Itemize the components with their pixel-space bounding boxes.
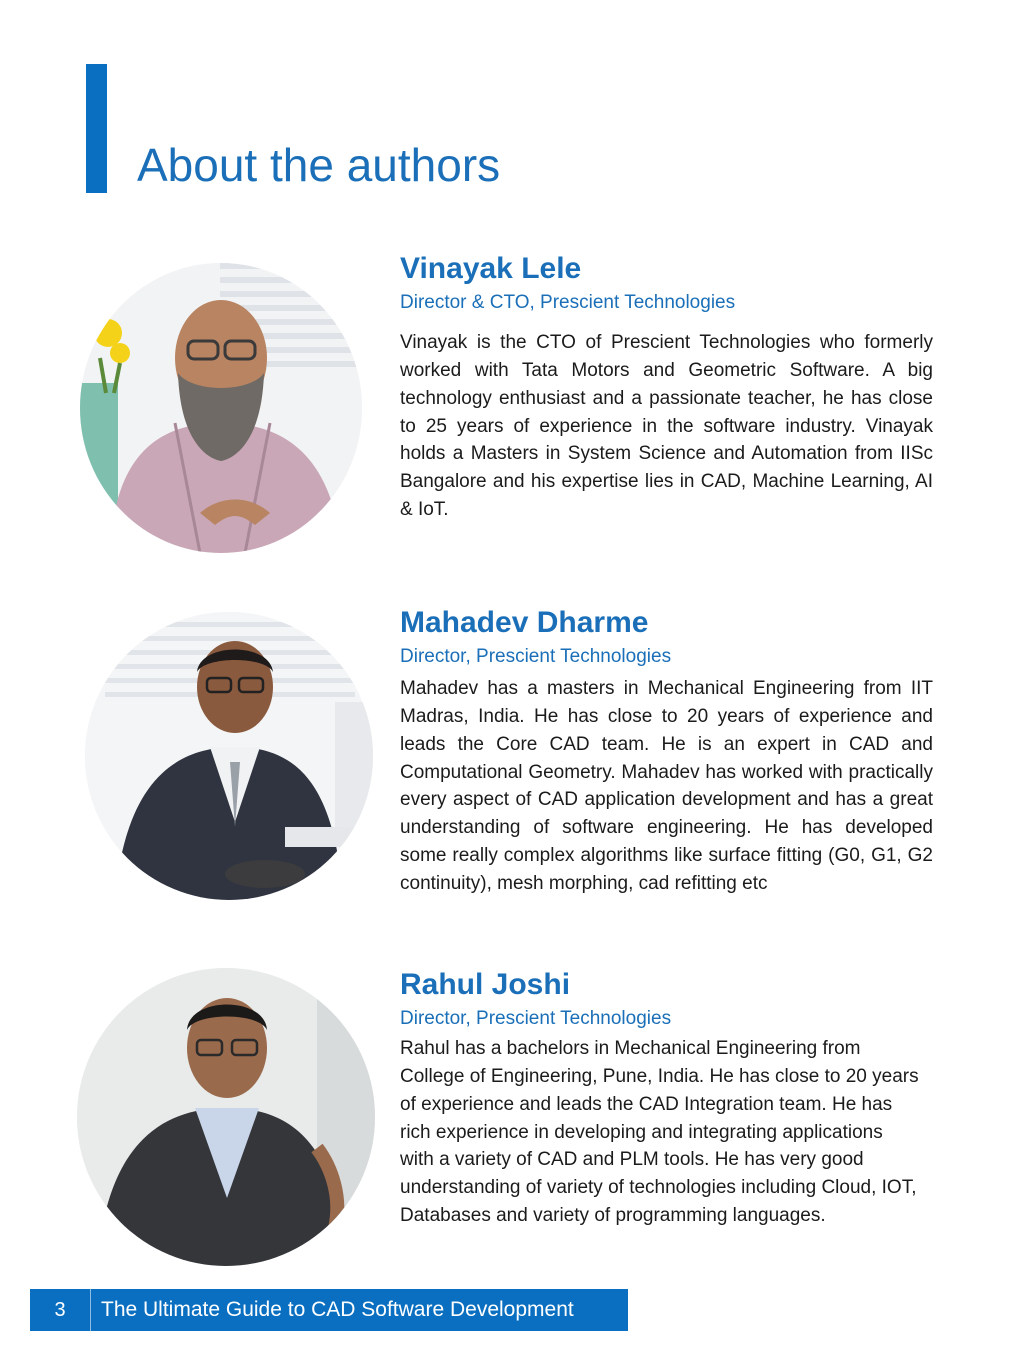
title-accent-bar bbox=[86, 64, 107, 193]
portrait-image bbox=[80, 263, 362, 553]
author-section bbox=[400, 606, 933, 898]
page-number: 3 bbox=[30, 1289, 91, 1331]
author-bio: Mahadev has a masters in Mechanical Engineering from IIT Madras, India. He has close to 20 years of experience and leads the Core CAD team. He is an expert in CAD and Computational Geometry. Mahadev has worked with practically every aspect of CAD application development and has a great understanding of software engineering. He has developed some really complex algorithms like surface fitting (G0, G1, G2 continuity), mesh morphing, cad refitting etc bbox=[400, 678, 933, 894]
author-photo-mahadev bbox=[85, 612, 373, 900]
author-section bbox=[400, 968, 933, 1230]
portrait-image bbox=[85, 612, 373, 900]
author-section bbox=[400, 252, 933, 524]
author-name: Vinayak Lele bbox=[400, 252, 582, 285]
author-role: Director, Prescient Technologies bbox=[400, 645, 672, 667]
page-footer bbox=[30, 1289, 628, 1331]
author-role: Director, Prescient Technologies bbox=[400, 1007, 672, 1029]
footer-title: The Ultimate Guide to CAD Software Development bbox=[101, 1298, 574, 1321]
portrait-image bbox=[77, 968, 375, 1266]
author-bio: Vinayak is the CTO of Prescient Technologies who formerly worked with Tata Motors and Geometric Software. A big technology enthusiast and a passionate teacher, he has close to 25 years of experience in the software industry. Vinayak holds a Masters in System Science and Automation from IISc Bangalore and his expertise lies in CAD, Machine Learning, AI & IoT. bbox=[400, 332, 933, 520]
author-role: Director & CTO, Prescient Technologies bbox=[400, 291, 736, 313]
author-name: Mahadev Dharme bbox=[400, 606, 649, 639]
author-name: Rahul Joshi bbox=[400, 968, 571, 1001]
author-photo-vinayak bbox=[80, 263, 362, 553]
author-bio: Rahul has a bachelors in Mechanical Engineering from College of Engineering, Pune, India. He has close to 20 years of experience and leads the CAD Integration team. He has rich experience in developing and integrating applications with a variety of CAD and PLM tools. He has very good understanding of variety of technologies including Cloud, IOT, Databases and variety of programming languages. bbox=[400, 1038, 919, 1226]
author-photo-rahul bbox=[77, 968, 375, 1266]
page-title: About the authors bbox=[137, 139, 501, 191]
